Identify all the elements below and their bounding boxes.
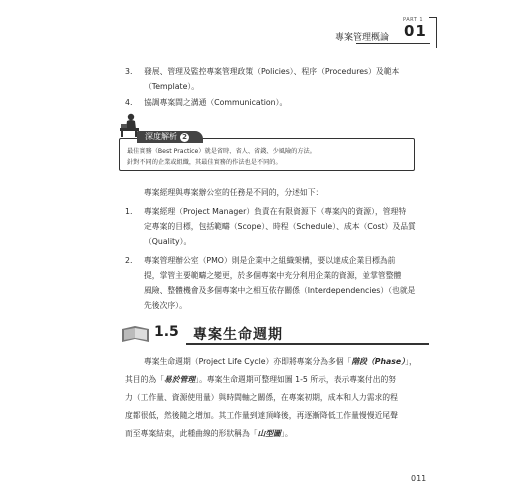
- list-number: 3.: [125, 67, 133, 76]
- list-item-line: 專案經理（Project Manager）負責在有限資源下（專案內的資源），管理特: [144, 207, 407, 216]
- body-line: 而至專案結束，此種曲線的形狀稱為「山型圖」。: [125, 429, 293, 438]
- book-icon: [121, 325, 151, 345]
- page-number: 011: [411, 474, 427, 483]
- list-item-line: 發展、管理及監控專案管理政策（Policies）、程序（Procedures）及範本: [144, 67, 400, 76]
- callout-line: 最佳實務（Best Practice）就是省時、省人、省錢、少風險的方法。: [127, 148, 316, 155]
- header-rule: [356, 43, 430, 44]
- list-item-line: 提，掌管主要範疇之變更，於多個專案中充分利用企業的資源，並掌管整體: [144, 271, 402, 280]
- list-item-line: （Quality）。: [144, 237, 192, 246]
- callout-title-tab: [137, 131, 203, 143]
- body-line: 力（工作量、資源使用量）與時間軸之關係，在專案初期，成本和人力需求的程: [125, 393, 398, 402]
- section-rule: [186, 343, 429, 345]
- list-item-line: 專案管理辦公室（PMO）則是企業中之組織架構，要以達成企業目標為前: [144, 256, 396, 265]
- callout-title: 深度解析: [145, 132, 177, 141]
- list-item-line: 協調專案間之溝通（Communication）。: [144, 98, 288, 107]
- list-item-line: （Template）。: [144, 82, 200, 91]
- list-number: 2.: [125, 256, 133, 265]
- list-item-line: 先後次序）。: [144, 301, 187, 310]
- chapter-number: 01: [404, 22, 427, 40]
- intro-paragraph: 專案經理與專案辦公室的任務是不同的，分述如下：: [144, 188, 324, 197]
- section-title: 專案生命週期: [193, 327, 283, 343]
- callout-badge: 2: [180, 133, 189, 142]
- list-item-line: 風險、整體機會及多個專案中之相互依存關係（Interdependencies）（也就是: [144, 286, 416, 295]
- chapter-title: 專案管理概論: [335, 33, 390, 43]
- list-number: 1.: [125, 207, 133, 216]
- body-line: 專案生命週期（Project Life Cycle）亦即將專案分為多個「階段（Phase）」，: [144, 357, 417, 366]
- part-label: PART 1: [403, 17, 424, 23]
- section-number: 1.5: [154, 324, 179, 340]
- list-item-line: 定專案的目標，包括範疇（Scope）、時程（Schedule）、成本（Cost）及品質: [144, 222, 416, 231]
- body-line: 度都很低，然後隨之增加。其工作量到達頂峰後，再逐漸降低工作量慢慢近尾聲: [125, 411, 398, 420]
- callout-line: 針對不同的企業或組織，其最佳實務的作法也是不同的。: [127, 159, 282, 166]
- header-bracket: [429, 17, 437, 48]
- list-number: 4.: [125, 98, 133, 107]
- body-line: 其目的為「易於管理」。專案生命週期可整理如圖 1-5 所示，表示專案付出的努: [125, 375, 397, 384]
